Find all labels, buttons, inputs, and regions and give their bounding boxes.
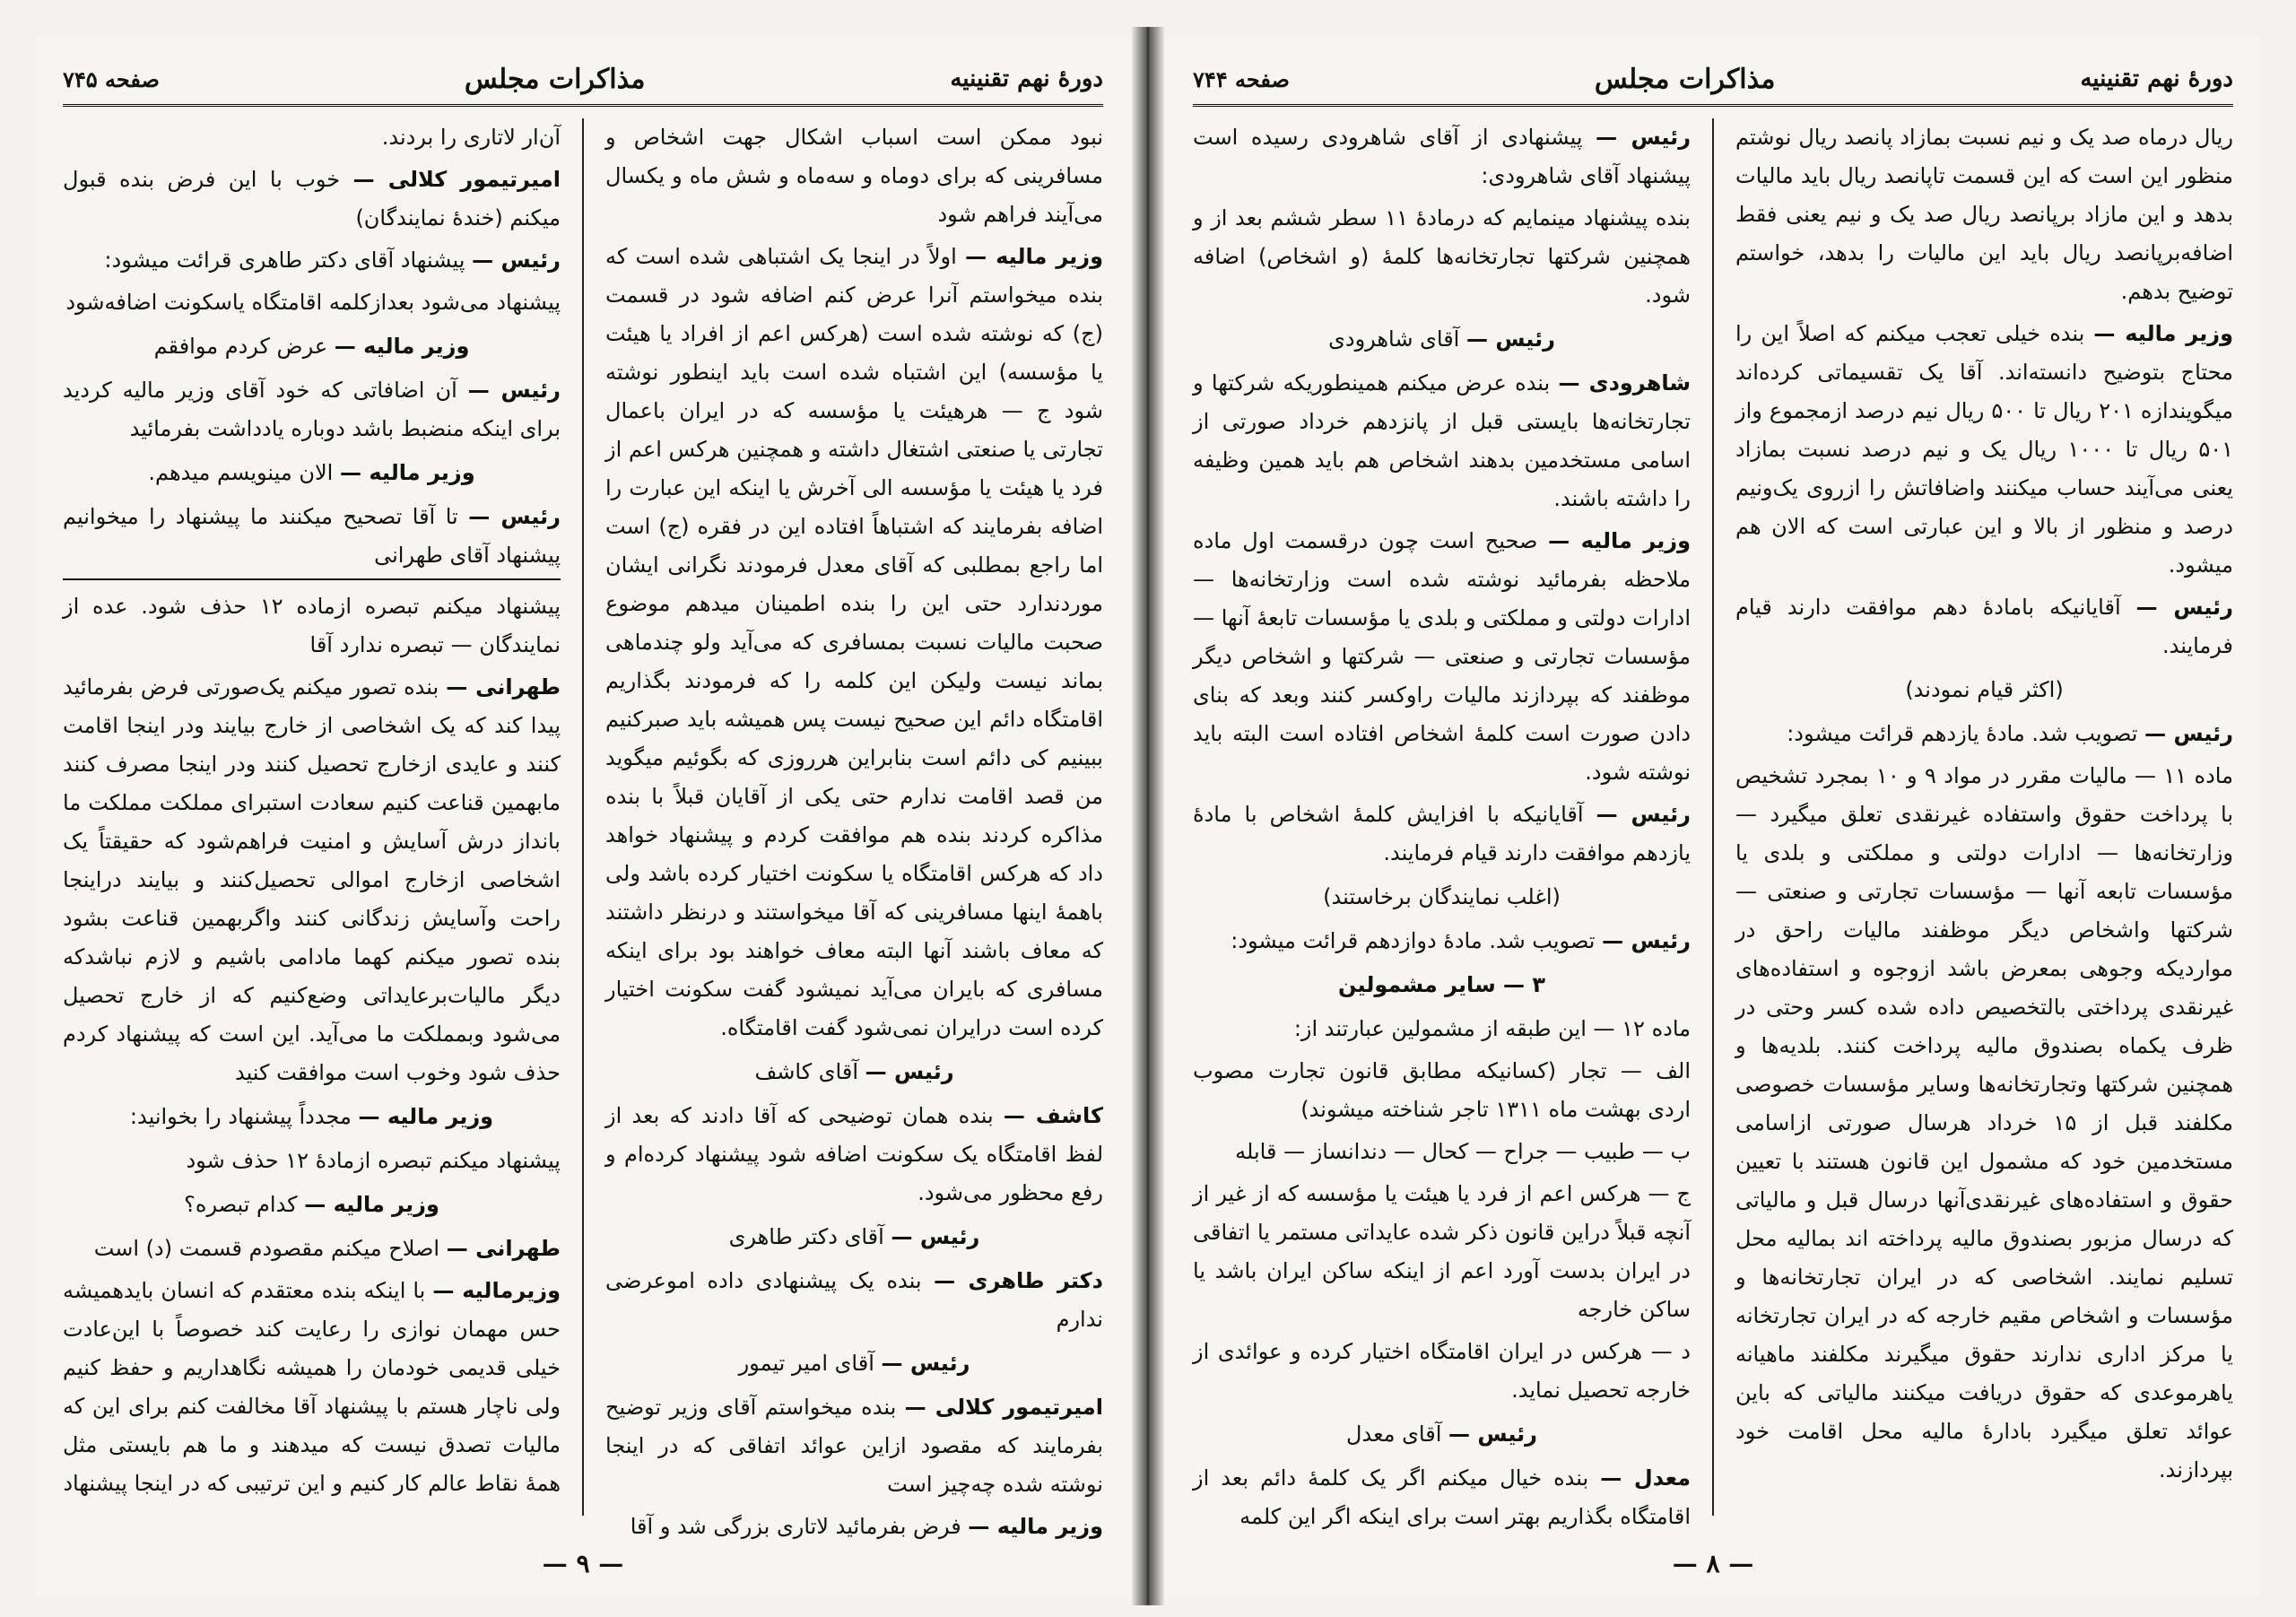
paragraph-text: (اغلب نمایندگان برخاستند) [1323,884,1561,909]
text-paragraph [1193,878,1691,917]
paragraph-text: آقای معدل [1346,1421,1442,1447]
speaker-name: رئیس — [865,1059,954,1084]
paragraph-text: آقای امیر تیمور [738,1351,874,1376]
speech-paragraph [605,1218,1103,1256]
text-paragraph [63,1142,561,1180]
speech-paragraph [605,1053,1103,1091]
column-left [1193,118,1692,1529]
paragraph-text: (اکثر قیام نمودند) [1905,677,2064,702]
paragraph-text: بنده خیلی تعجب میکنم که اصلاً این را محتاج بتوضیح دانسته‌اند. آقا یک تقسیماتی کرده‌اند میگویندازه ۲۰۱ ریال تا ۵۰۰ ریال نیم درصد ازمجموع واز ۵۰۱ ریال تا ۱۰۰۰ ریال یک و نیم درصد نسبت بمازاد یعنی می‌آیند حساب میکنند واضافاتش را ازروی یک‌ونیم درصد و منظور از بالا و این عبارتی است که الان هم میشود. [1735,321,2233,578]
speaker-name: دکتر طاهری — [934,1268,1103,1293]
speech-paragraph [63,1230,561,1268]
page-number: صفحه ۷۴۴ [1193,65,1290,92]
column-right [605,118,1103,1539]
column-left [63,118,561,1516]
paragraph-text: تصویب شد. مادهٔ دوازدهم قرائت میشود: [1231,928,1596,953]
column-right [1735,118,2233,1516]
speech-paragraph [63,454,561,492]
speech-paragraph [1735,588,2233,665]
speaker-name: وزیر مالیه — [358,1104,494,1129]
text-columns [1193,118,2234,1529]
paragraph-text: مجدداً پیشنهاد را بخوانید: [129,1104,352,1129]
paragraph-text: الف — تجار (کسانیکه مطابق قانون تجارت مصوب اردی بهشت ماه ۱۳۱۱ تاجر شناخته میشوند) [1193,1058,1691,1122]
paragraph-text: بنده میخواستم آقای وزیر توضیح بفرمایند که مقصود ازاین عوائد اتفاقی که در اینجا نوشته شده چه‌چیز است [605,1395,1103,1497]
paragraph-text: ریال درماه صد یک و نیم نسبت بمازاد پانصد ریال نوشتم منظور این است که این قسمت تاپانصد ریال باید مالیات بدهد و این مازاد برپانصد ریال صد یک و نیم یعنی فقط اضافه‌برپانصد ریال باید این مالیات را بدهد، خواستم توضیح بدهم. [1735,125,2233,304]
text-paragraph [1193,1052,1691,1129]
paragraph-text: صحیح است چون درقسمت اول ماده ملاحظه بفرمائید نوشته شده است وزارتخانه‌ها — ادارات دولتی و مملکتی و بلدی یا مؤسسات تابعهٔ آنها — مؤسسات تجارتی و صنعتی — شرکتها و اشخاص دیگر موظفند که بپردازند مالیات راوکسر کنند وبعد که بنای دادن صورت است کلمهٔ اشخاص افتاده است البته باید نوشته شود. [1193,528,1691,785]
speaker-name: وزیر مالیه — [2093,321,2233,346]
paragraph-text: آقای کاشف [754,1059,858,1084]
paragraph-text: کدام تبصره؟ [184,1192,298,1217]
text-paragraph [1735,757,2233,1490]
left-page [36,36,1130,1596]
text-paragraph [605,118,1103,234]
speech-paragraph [605,1388,1103,1504]
speaker-name: رئیس — [1596,802,1691,827]
paragraph-text: بنده تصور میکنم یک‌صورتی فرض بفرمائید پیدا کند که یک اشخاصی از خارج بیایند ودر اینجا اقامت کنند و عایدی ازخارج تحصیل کنند ودر اینجا مصرف کنند مابهمین قناعت کنیم سعادت استبرای مملکت مملکت ما بانداز درش آسایش و امنیت فراهم‌شود که حقیقتاً یک اشخاصی ازخارج اموالی تحصیل‌کنند و بیایند دراینجا راحت وآسایش زندگانی کنند واگربهمین قناعت بشود بنده تصور میکنم کهما مادامی باشیم و لازم نباشدکه دیگر مالیات‌برعایداتی وضع‌کنیم که از خارج تحصیل می‌شود وبمملکت ما می‌آید. این است که پیشنهاد کردم حذف شود وخوب است موافقت کنید [63,674,561,1085]
paragraph-text: الان مینویسم میدهم. [148,460,334,485]
speech-paragraph [1193,118,1691,196]
speaker-name: رئیس — [467,378,561,403]
speaker-name: رئیس — [2144,721,2233,746]
paragraph-text: ج — هرکس اعم از فرد یا هیئت یا مؤسسه که از غیر از آنچه قبلاً دراین قانون ذکر شده عایداتی مستمر یا اتفاقی در ایران بدست آورد اعم از اینکه ساکن ایران باشد یا ساکن خارجه [1193,1181,1691,1322]
speaker-name: شاهرودی — [1558,370,1691,396]
speech-paragraph [605,1344,1103,1383]
text-paragraph [63,283,561,322]
speech-paragraph [1193,364,1691,518]
page-footer-number: — ۹ — [542,1549,624,1578]
column-divider [1712,118,1714,1516]
text-columns [63,118,1103,1539]
speech-paragraph [63,1098,561,1136]
speaker-name: معدل — [1600,1465,1692,1491]
speaker-name: وزیر مالیه — [340,460,475,485]
speech-paragraph [63,327,561,366]
speaker-name: وزیر مالیه — [965,244,1103,269]
speaker-name: طهرانی — [446,674,561,700]
speech-paragraph [63,1272,561,1503]
speech-paragraph [63,668,561,1092]
speaker-name: رئیس — [1602,928,1691,953]
speaker-name: رئیس — [2135,595,2233,620]
paragraph-text: بنده همان توضیحی که آقا دادند که بعد از لفظ اقامتگاه یک سکونت اضافه شود پیشنهاد کرده‌ام و رفع محظور می‌شود. [605,1103,1103,1205]
paragraph-text: پیشنهاد میکنم تبصره ازماده ۱۲ حذف شود. عده از نمایندگان — تبصره ندارد آقا [63,594,561,657]
speaker-name: وزیر مالیه — [334,334,470,359]
paragraph-text: عرض کردم موافقم [153,334,328,359]
paragraph-text: آن‌ار لاتاری را بردند. [381,125,561,150]
paragraph-text: پیشنهاد می‌شود بعدازکلمه اقامتگاه یاسکونت اضافه‌شود [65,290,561,315]
text-paragraph [1193,1333,1691,1410]
speech-paragraph [1193,922,1691,961]
right-page [1166,36,2260,1596]
speaker-name: رئیس — [881,1351,970,1376]
speaker-name: کاشف — [1003,1103,1103,1128]
paragraph-text: تصویب شد. مادهٔ یازدهم قرائت میشود: [1787,721,2138,746]
text-paragraph [63,587,561,665]
paragraph-text: ماده ۱۲ — این طبقه از مشمولین عبارتند از: [1293,1016,1691,1041]
horizontal-rule [63,578,561,580]
speech-paragraph [1193,522,1691,792]
paragraph-text: د — هرکس در ایران اقامتگاه اختیار کرده و عوائدی از خارجه تحصیل نماید. [1193,1339,1691,1403]
text-paragraph [63,118,561,157]
speech-paragraph [605,1262,1103,1339]
speech-paragraph [63,161,561,238]
session-label: دورهٔ نهم تقنینیه [950,65,1103,92]
speaker-name: رئیس — [1596,125,1692,150]
page-header [1193,54,2233,107]
speaker-name: وزیر مالیه — [1548,528,1691,553]
page-footer-number: — ۸ — [1672,1549,1754,1578]
paragraph-text: آقای شاهرودی [1328,326,1460,352]
speech-paragraph [63,1186,561,1224]
paragraph-text: ماده ۱۱ — مالیات مقرر در مواد ۹ و ۱۰ بمجرد تشخیص با پرداخت حقوق واستفاده غیرنقدی تعلق میگیرد — وزارتخانه‌ها — ادارات دولتی و مملکتی و بلدی یا مؤسسات تابعه آنها — مؤسسات تجارتی و صنعتی — شرکتها واشخاص دیگر موظفند مالیات راحق در مواردیکه وجوهی بمعرض باشد ازوجوه و استفاده‌های غیرنقدی پرداختی بالتخصیص داده شده کسر وحتی در ظرف یکماه بصندوق مالیه پرداخت کنند. بلدیه‌ها و همچنین شرکتها وتجارتخانه‌ها وسایر مؤسسات خصوصی مکلفند قبل از ۱۵ خرداد هرسال صورتی ازاسامی مستخدمین خود که مشمول این قانون هستند با تعیین حقوق و استفاده‌های غیرنقدی‌آنها درسال قبل و مالیاتی که درسال مزبور بصندوق مالیه پرداخته اند بمالیه محل تسلیم نمایند. اشخاصی که در ایران تجارتخانه‌ها و مؤسسات و اشخاص مقیم خارجه که در ایران تجارتخانه یا مرکز اداری ندارند حقوق میگیرند مکلفند ماهیانه یاهرموعدی که حقوق دریافت میکنند مالیاتی که باین عوائد تعلق میگیرد بادارهٔ مالیه محل اقامت خود بپردازند. [1735,763,2234,1482]
paragraph-text: آقایانیکه با افزایش کلمهٔ اشخاص با مادهٔ یازدهم موافقت دارند قیام فرمایند. [1193,802,1691,865]
speech-paragraph [605,238,1103,1048]
text-paragraph [1193,966,1691,1004]
text-paragraph [1193,1010,1691,1048]
speaker-name: رئیس — [1448,1421,1537,1447]
text-paragraph [1193,1133,1691,1171]
text-paragraph [1735,118,2233,311]
speech-paragraph [1193,1459,1691,1536]
text-paragraph [1193,199,1691,315]
page-number: صفحه ۷۴۵ [63,65,160,92]
speaker-name: امیرتیمور کلالی — [352,167,561,192]
speaker-name: رئیس — [891,1224,980,1249]
speaker-name: وزیرمالیه — [432,1278,561,1303]
paragraph-text: پیشنهادی از آقای شاهرودی رسیده است پیشنهاد آقای شاهرودی: [1193,125,1691,188]
paragraph-text: بنده عرض میکنم همینطوریکه شرکتها و تجارتخانه‌ها بایستی قبل از پانزدهم خرداد صورتی از اسامی مستخدمین بدهند اشخاص هم باید همین وظیفه را داشته باشند. [1193,370,1691,511]
speaker-name: وزیر مالیه — [304,1192,439,1217]
paragraph-text: اصلاح میکنم مقصودم قسمت (د) است [93,1236,440,1261]
journal-title: مذاکرات مجلس [464,63,646,95]
paragraph-text: آقای دکتر طاهری [728,1224,884,1249]
speaker-name: رئیس — [468,504,561,529]
paragraph-text: بنده پیشنهاد مینمایم که درمادهٔ ۱۱ سطر ششم بعد از و همچنین شرکتها تجارتخانه‌ها کلمهٔ (و اشخاص) اضافه شود. [1193,205,1691,308]
paragraph-text: آن اضافاتی که خود آقای وزیر مالیه کردید برای اینکه منضبط باشد دوباره یادداشت بفرمائید [63,378,561,441]
paragraph-text: پیشنهاد میکنم تبصره ازمادهٔ ۱۲ حذف شود [186,1148,561,1173]
paragraph-text: بنده خیال میکنم اگر یک کلمهٔ دائم بعد از اقامتگاه بگذاریم بهتر است برای اینکه اگر این کلمه [1193,1465,1691,1529]
book-gutter [1132,27,1164,1605]
paragraph-text: فرض بفرمائید لاتاری بزرگی شد و آقا [630,1514,961,1539]
column-divider [582,118,584,1516]
speech-paragraph [1735,715,2233,753]
speaker-name: طهرانی — [446,1236,561,1261]
speech-paragraph [1193,320,1691,359]
paragraph-text: پیشنهاد آقای دکتر طاهری قرائت میشود: [104,248,465,273]
speech-paragraph [1193,1415,1691,1454]
speech-paragraph [1193,795,1691,873]
section-heading: ۳ — سایر مشمولین [1337,972,1546,997]
paragraph-text: تا آقا تصحیح میکنند ما پیشنهاد را میخوانیم پیشنهاد آقای طهرانی [63,504,561,568]
speech-paragraph [1735,315,2233,585]
paragraph-text: نبود ممکن است اسباب اشکال جهت اشخاص و مسافرینی که برای دوماه و سه‌ماه و شش ماه و یکسال می‌آیند فراهم شود [605,125,1103,227]
text-paragraph [1193,1175,1691,1329]
paragraph-text: اولاً در اینجا یک اشتباهی شده است که بنده میخواستم آنرا عرض کنم اضافه شود در قسمت (ج) که نوشته شده است (هرکس اعم از افراد یا هیئت یا مؤسسه) این اشتباه شده است باید اینطور نوشته شود ج — هرهیئت یا مؤسسه که در ایران باعمال تجارتی یا صنعتی اشتغال داشته و همچنین هرکس اعم از فرد یا هیئت یا مؤسسه الی آخرش یا اینکه این عبارت را اضافه بفرمایند که اشتباهاً افتاده این در فقره (ج) است اما راجع بمطلبی که آقای معدل فرمودند نگرانی ایشان موردندارد حتی این را بنده اطمینان میدهم موضوع صحبت مالیات نسبت بمسافری که می‌آید ولو چندماهی بماند نیست ولیکن این کلمه را که فرمودند بگذاریم اقامتگاه دائم این صحیح نیست پس همیشه باید صبرکنیم ببینیم کی دائم است بنابراین هرروزی که بگوئیم میگوید من قصد اقامت ندارم حتی یکی از آقایان قبلاً با بنده مذاکره کردند بنده هم موافقت کردم و پیشنهاد خواهد داد که هرکس اقامتگاه یا سکونت اختیار کرده باشد ولی باهمهٔ اینها مسافرینی که آقا میخواستند و درنظر داشتند که معاف باشند آنها البته معاف خواهند بود برای اینکه مسافری که بایران می‌آید نمیشود گفت سکونت اختیار کرده است درایران نمی‌شود گفت اقامتگاه. [605,244,1103,1040]
paragraph-text: با اینکه بنده معتقدم که انسان بایدهمیشه حس مهمان نوازی را رعایت کند خصوصاً با این‌عادت خیلی قدیمی خودمان را همیشه نگاهداریم و حفظ کنیم ولی ناچار هستم با پیشنهاد آقا مخالفت کنم برای این که مالیات تصدق نیست که میدهند و ما هم بایستی مثل همهٔ نقاط عالم کار کنیم و این ترتیبی که در اینجا پیشنهاد [63,1278,561,1496]
session-label: دورهٔ نهم تقنینیه [2080,65,2233,92]
page-header [63,54,1103,107]
paragraph-text: ب — طبیب — جراح — کحال — دندانساز — قابله [1235,1139,1691,1164]
speech-paragraph [605,1097,1103,1213]
speech-paragraph [63,498,561,575]
speech-paragraph [63,241,561,280]
speaker-name: امیرتیمور کلالی — [904,1395,1103,1420]
speaker-name: وزیر مالیه — [968,1514,1103,1539]
paragraph-text: آقایانیکه بامادهٔ دهم موافقت دارند قیام فرمایند. [1735,595,2233,658]
speaker-name: رئیس — [1465,326,1555,352]
paragraph-text: بنده یک پیشنهادی داده اموعرضی ندارم [605,1268,1103,1332]
text-paragraph [1735,671,2233,709]
speaker-name: رئیس — [472,248,561,273]
journal-title: مذاکرات مجلس [1594,63,1776,95]
speech-paragraph [63,371,561,448]
speech-paragraph [605,1508,1103,1546]
paragraph-text: خوب با این فرض بنده قبول میکنم (خندهٔ نمایندگان) [63,167,561,230]
